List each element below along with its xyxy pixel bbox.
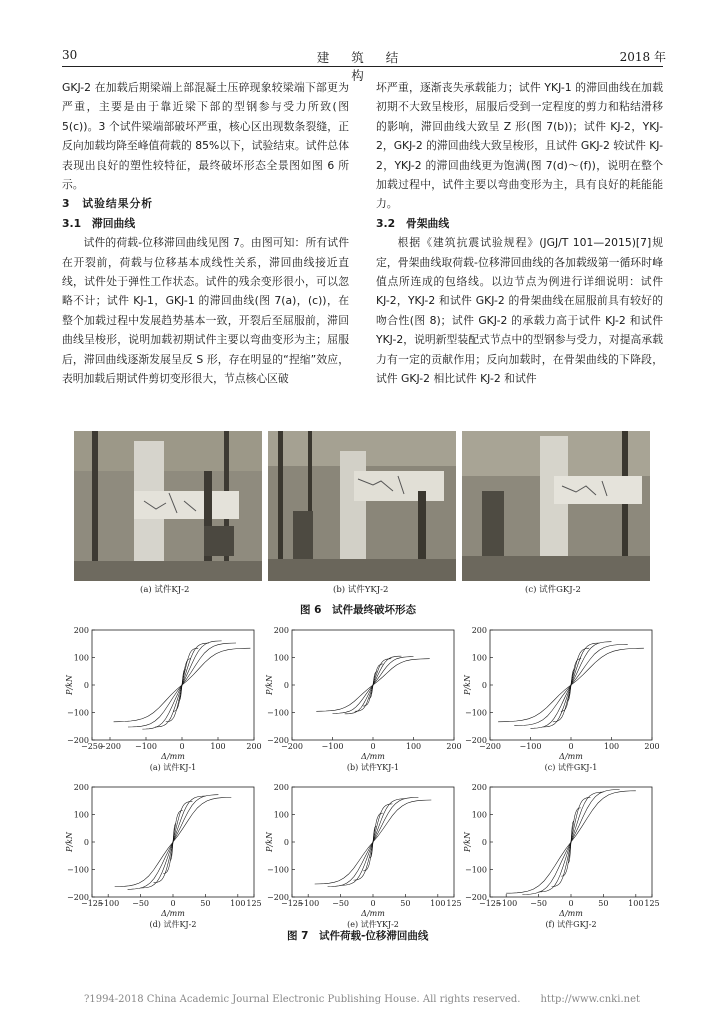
x-tick-label: 50	[400, 899, 411, 908]
subsection-heading: 3.2 骨架曲线	[376, 216, 450, 230]
x-tick-label: 100	[628, 899, 644, 908]
x-tick-label: 0	[568, 899, 574, 908]
x-tick-label: 0	[568, 742, 574, 751]
hysteresis-loops	[114, 641, 251, 729]
plot-frame	[92, 630, 254, 740]
y-axis-label: P/kN	[463, 832, 472, 852]
paragraph: GKJ-2 在加载后期梁端上部混凝土压碎现象较梁端下部更为严重，主要是由于靠近梁下部的型钢参与受力所致(图 5(c))。3 个试件梁端部破坏严重，核心区出现数条裂缝，正反向加载均降至峰值荷载的 85%以下，试验结束。试件总体表现出良好的塑性较特征，最终破坏形态全景图如图 6 所示。	[62, 81, 349, 192]
y-tick-label: −100	[267, 865, 289, 875]
y-tick-label: 200	[273, 783, 289, 792]
figure-6-photos	[74, 431, 650, 581]
page-number: 30	[62, 48, 78, 62]
figure-6-caption: 图 6 试件最终破坏形态	[300, 604, 416, 616]
hysteresis-loop	[115, 797, 232, 886]
y-tick-label: −200	[267, 736, 289, 745]
y-axis-label: P/kN	[265, 832, 274, 852]
x-tick-label: −50	[332, 899, 350, 908]
hysteresis-loop	[506, 791, 636, 893]
plot-svg	[460, 783, 660, 931]
x-tick-label: −250	[81, 742, 103, 751]
y-tick-label: −200	[267, 893, 289, 902]
y-tick-label: 100	[273, 810, 289, 820]
x-tick-label: 50	[200, 899, 211, 908]
x-tick-label: 100	[230, 899, 246, 908]
hysteresis-plot-d	[62, 783, 262, 931]
plot-subcaption: (a) 试件KJ-1	[149, 763, 197, 772]
x-tick-label: 100	[405, 742, 422, 751]
y-tick-label: −100	[465, 865, 487, 875]
y-axis-label: P/kN	[65, 675, 74, 695]
plot-subcaption: (e) 试件YKJ-2	[347, 920, 399, 929]
header-rule	[62, 66, 663, 67]
y-tick-label: 200	[471, 626, 487, 635]
x-axis-label: Δ/mm	[559, 909, 583, 918]
plot-svg	[460, 626, 660, 774]
plot-svg	[262, 626, 462, 774]
x-tick-label: 0	[370, 742, 376, 751]
plot-svg	[262, 783, 462, 931]
copyright-footer: ?1994-2018 China Academic Journal Electronic Publishing House. All rights reserved. http://www.cnki.net	[83, 994, 640, 1005]
x-tick-label: −200	[99, 742, 121, 751]
paragraph: 试件的荷载-位移滞回曲线见图 7。由图可知：所有试件在开裂前，荷载与位移基本成线性关系，滞回曲线接近直线，试件处于弹性工作状态。试件的残余变形很小，可以忽略不计；试件 KJ-1，GKJ-1 的滞回曲线(图 7(a)，(c))，在整个加载过程中发展趋势基本一致，开裂后至屈服前，滞回曲线呈梭形，说明加载初期试件主要以弯曲变形为主；屈服后，滞回曲线逐渐发展呈反 S 形，存在明显的“捏缩”效应，表明加载后期试件剪切变形很大，节点核心区破	[62, 236, 349, 386]
y-tick-label: 0	[481, 838, 487, 847]
hysteresis-loops	[316, 656, 429, 714]
section-heading: 3 试验结果分析	[62, 197, 154, 211]
photo-gkj2	[462, 431, 650, 581]
hysteresis-plot-b	[262, 626, 462, 774]
paragraph: 坏严重，逐渐丧失承载能力；试件 YKJ-1 的滞回曲线在加载初期不大致呈梭形，屈服后受到一定程度的剪力和粘结滑移的影响，滞回曲线大致呈 Z 形(图 7(b))；试件 KJ-2，YKJ-2，GKJ-2 的滞回曲线大致呈梭形，且试件 GKJ-2 较试件 KJ-2，YKJ-2 的滞回曲线更为饱满(图 7(d)～(f))，说明在整个加载过程中，试件主要以弯曲变形为主，具有良好的耗能能力。	[376, 81, 663, 211]
hysteresis-loop	[114, 648, 251, 722]
x-tick-label: −125	[281, 899, 303, 908]
y-tick-label: −200	[67, 893, 89, 902]
x-tick-label: 100	[603, 742, 620, 751]
x-tick-label: 0	[370, 899, 376, 908]
y-axis-label: P/kN	[463, 675, 472, 695]
plot-svg	[62, 783, 262, 931]
hysteresis-plot-f	[460, 783, 660, 931]
y-axis-label: P/kN	[265, 675, 274, 695]
y-tick-label: −100	[267, 708, 289, 718]
x-tick-label: 200	[446, 742, 462, 751]
plot-subcaption: (d) 试件KJ-2	[149, 920, 197, 929]
x-tick-label: −100	[495, 899, 518, 908]
x-tick-label: 100	[210, 742, 226, 751]
hysteresis-loops	[115, 795, 232, 890]
x-tick-label: 0	[179, 742, 185, 751]
hysteresis-loops	[498, 642, 644, 729]
x-axis-label: Δ/mm	[559, 752, 583, 761]
x-axis-label: Δ/mm	[161, 752, 185, 761]
plot-svg	[62, 626, 262, 774]
journal-title: 建 筑 结 构	[316, 50, 408, 83]
left-column	[62, 78, 349, 389]
y-tick-label: 100	[273, 653, 289, 663]
x-tick-label: −100	[519, 742, 542, 751]
y-axis-label: P/kN	[65, 832, 74, 852]
x-axis-label: Δ/mm	[361, 752, 385, 761]
y-tick-label: 0	[283, 681, 289, 690]
x-tick-label: −100	[135, 742, 157, 751]
x-tick-label: 100	[430, 899, 446, 908]
subsection-heading: 3.1 滞回曲线	[62, 216, 136, 230]
fig6-subcaption-a: (a) 试件KJ-2	[140, 585, 190, 595]
hysteresis-loop	[316, 659, 429, 712]
y-tick-label: 0	[83, 838, 89, 847]
x-tick-label: 125	[644, 899, 660, 908]
plot-subcaption: (f) 试件GKJ-2	[545, 920, 597, 929]
photo-ykj2	[268, 431, 456, 581]
fig6-subcaption-b: (b) 试件YKJ-2	[333, 585, 389, 595]
y-tick-label: 200	[73, 626, 89, 635]
x-tick-label: −50	[132, 899, 150, 908]
figure-7-caption: 图 7 试件荷载-位移滞回曲线	[287, 930, 429, 942]
y-tick-label: 100	[471, 810, 487, 820]
y-tick-label: 200	[73, 783, 89, 792]
y-tick-label: 0	[83, 681, 89, 690]
y-tick-label: −100	[67, 708, 89, 718]
right-column	[376, 78, 663, 389]
x-tick-label: 0	[170, 899, 176, 908]
y-tick-label: −200	[465, 736, 487, 745]
y-tick-label: 200	[471, 783, 487, 792]
y-tick-label: 0	[481, 681, 487, 690]
journal-year: 2018 年	[619, 50, 666, 64]
x-tick-label: −125	[81, 899, 103, 908]
y-tick-label: 0	[283, 838, 289, 847]
hysteresis-loop	[315, 800, 432, 884]
paragraph: 根据《建筑抗震试验规程》(JGJ/T 101—2015)[7]规定，骨架曲线取荷载-位移滞回曲线的各加载级第一循环时峰值点所连成的包络线。以边节点为例进行详细说明：试件 KJ-2，YKJ-2 和试件 GKJ-2 的骨架曲线在屈服前具有较好的吻合性(图 8)；试件 GKJ-2 的承载力高于试件 KJ-2 和试件 YKJ-2，说明新型装配式节点中的型钢参与受力，对提高承载力有一定的贡献作用；反向加载时，在骨架曲线的下降段，试件 GKJ-2 相比试件 KJ-2 和试件	[376, 236, 663, 386]
plot-subcaption: (c) 试件GKJ-1	[544, 763, 598, 772]
x-tick-label: −100	[297, 899, 320, 908]
x-tick-label: 50	[598, 899, 609, 908]
hysteresis-loop	[498, 648, 644, 722]
x-tick-label: −200	[479, 742, 501, 751]
x-axis-label: Δ/mm	[161, 909, 185, 918]
x-axis-label: Δ/mm	[361, 909, 385, 918]
x-tick-label: 125	[446, 899, 462, 908]
x-tick-label: 200	[644, 742, 660, 751]
hysteresis-plot-a	[62, 626, 262, 774]
y-tick-label: 100	[73, 810, 89, 820]
y-tick-label: −200	[67, 736, 89, 745]
y-tick-label: −100	[465, 708, 487, 718]
y-tick-label: −200	[465, 893, 487, 902]
hysteresis-loops	[315, 797, 432, 886]
y-tick-label: 100	[73, 653, 89, 663]
y-tick-label: 100	[471, 653, 487, 663]
x-tick-label: 125	[246, 899, 262, 908]
fig6-subcaption-c: (c) 试件GKJ-2	[525, 585, 581, 595]
x-tick-label: −200	[281, 742, 303, 751]
x-tick-label: −50	[530, 899, 548, 908]
hysteresis-plot-e	[262, 783, 462, 931]
x-tick-label: −100	[321, 742, 344, 751]
photo-kj2	[74, 431, 262, 581]
y-tick-label: −100	[67, 865, 89, 875]
x-tick-label: −125	[479, 899, 501, 908]
x-tick-label: −100	[97, 899, 120, 908]
hysteresis-loops	[506, 790, 636, 895]
x-tick-label: 200	[246, 742, 262, 751]
hysteresis-plot-c	[460, 626, 660, 774]
plot-subcaption: (b) 试件YKJ-1	[346, 763, 400, 772]
y-tick-label: 200	[273, 626, 289, 635]
